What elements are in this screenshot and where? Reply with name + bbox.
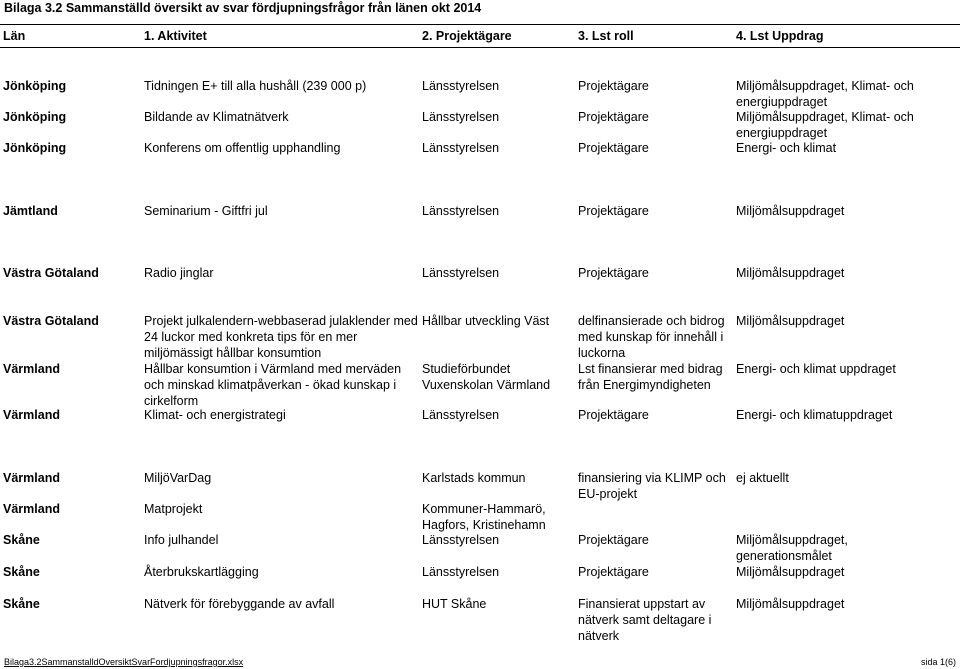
cell-projektagare: Kommuner-Hammarö, Hagfors, Kristinehamn — [422, 502, 546, 532]
footer-filename: Bilaga3.2SammanstalldOversiktSvarFordjupningsfragor.xlsx — [4, 657, 244, 667]
cell-aktivitet: Bildande av Klimatnätverk — [144, 110, 289, 124]
cell-aktivitet: Projekt julkalendern-webbaserad julaklender med 24 luckor med konkreta tips för en mer miljömässigt hållbar konsumtion — [144, 314, 418, 360]
header-projektagare: 2. Projektägare — [422, 29, 512, 43]
cell-aktivitet: Seminarium - Giftfri jul — [144, 204, 268, 218]
cell-lan: Jönköping — [3, 79, 67, 93]
cell-aktivitet: Matprojekt — [144, 502, 203, 516]
cell-lst-roll: Projektägare — [578, 533, 649, 547]
cell-lst-uppdrag: Miljömålsuppdraget, generationsmålet — [736, 533, 848, 563]
cell-lst-roll: Projektägare — [578, 408, 649, 422]
cell-lst-roll: Projektägare — [578, 204, 649, 218]
cell-projektagare: Länsstyrelsen — [422, 204, 500, 218]
cell-aktivitet: Återbrukskartlägging — [144, 565, 259, 579]
cell-projektagare: HUT Skåne — [422, 597, 487, 611]
cell-lan: Värmland — [3, 502, 60, 516]
footer-page-number: sida 1(6) — [920, 657, 956, 667]
cell-lst-roll: Lst finansierar med bidrag från Energimyndigheten — [578, 362, 723, 392]
cell-aktivitet: Radio jinglar — [144, 266, 214, 280]
table-header — [0, 24, 960, 48]
cell-aktivitet: Hållbar konsumtion i Värmland med merväden och minskad klimatpåverkan - ökad kunskap i cirkelform — [144, 362, 402, 408]
cell-lan: Jönköping — [3, 110, 67, 124]
cell-lst-uppdrag: Miljömålsuppdraget — [736, 565, 845, 579]
cell-lst-uppdrag: Energi- och klimat — [736, 141, 837, 155]
cell-lst-roll: Projektägare — [578, 79, 649, 93]
header-lst-uppdrag: 4. Lst Uppdrag — [736, 29, 824, 43]
cell-lst-roll: delfinansierade och bidrog med kunskap för innehåll i luckorna — [578, 314, 725, 360]
header-lst-roll: 3. Lst roll — [578, 29, 634, 43]
cell-lst-uppdrag: Miljömålsuppdraget — [736, 597, 845, 611]
cell-lst-uppdrag: ej aktuellt — [736, 471, 789, 485]
cell-lst-uppdrag: Miljömålsuppdraget, Klimat- och energiuppdraget — [736, 79, 914, 109]
cell-projektagare: Hållbar utveckling Väst — [422, 314, 550, 328]
cell-projektagare: Länsstyrelsen — [422, 533, 500, 547]
cell-lan: Skåne — [3, 533, 40, 547]
cell-aktivitet: MiljöVarDag — [144, 471, 212, 485]
document-title: Bilaga 3.2 Sammanställd översikt av svar fördjupningsfrågor från länen okt 2014 — [4, 1, 482, 15]
cell-aktivitet: Info julhandel — [144, 533, 219, 547]
cell-projektagare: Länsstyrelsen — [422, 408, 500, 422]
header-aktivitet: 1. Aktivitet — [144, 29, 207, 43]
cell-lst-uppdrag: Miljömålsuppdraget — [736, 314, 845, 328]
cell-projektagare: Länsstyrelsen — [422, 141, 500, 155]
cell-aktivitet: Konferens om offentlig upphandling — [144, 141, 341, 155]
cell-lst-roll: finansiering via KLIMP och EU-projekt — [578, 471, 726, 501]
cell-lan: Värmland — [3, 362, 60, 376]
cell-projektagare: Studieförbundet Vuxenskolan Värmland — [422, 362, 551, 392]
cell-lst-roll: Projektägare — [578, 266, 649, 280]
cell-lst-roll: Projektägare — [578, 565, 649, 579]
cell-lan: Värmland — [3, 408, 60, 422]
page-footer — [0, 656, 960, 669]
cell-projektagare: Länsstyrelsen — [422, 565, 500, 579]
header-lan: Län — [3, 29, 26, 43]
cell-projektagare: Karlstads kommun — [422, 471, 526, 485]
cell-lan: Västra Götaland — [3, 314, 99, 328]
cell-lst-uppdrag: Energi- och klimatuppdraget — [736, 408, 893, 422]
cell-lan: Skåne — [3, 565, 40, 579]
cell-aktivitet: Nätverk för förebyggande av avfall — [144, 597, 335, 611]
cell-projektagare: Länsstyrelsen — [422, 266, 500, 280]
cell-lst-roll: Projektägare — [578, 110, 649, 124]
cell-lan: Västra Götaland — [3, 266, 99, 280]
cell-projektagare: Länsstyrelsen — [422, 79, 500, 93]
cell-lan: Jämtland — [3, 204, 58, 218]
cell-lst-roll: Finansierat uppstart av nätverk samt deltagare i nätverk — [578, 597, 712, 643]
cell-lst-uppdrag: Miljömålsuppdraget, Klimat- och energiuppdraget — [736, 110, 914, 140]
cell-lst-uppdrag: Miljömålsuppdraget — [736, 204, 845, 218]
cell-lan: Jönköping — [3, 141, 67, 155]
cell-lan: Värmland — [3, 471, 60, 485]
cell-lst-uppdrag: Miljömålsuppdraget — [736, 266, 845, 280]
cell-lst-roll: Projektägare — [578, 141, 649, 155]
cell-projektagare: Länsstyrelsen — [422, 110, 500, 124]
cell-lst-uppdrag: Energi- och klimat uppdraget — [736, 362, 896, 376]
cell-aktivitet: Klimat- och energistrategi — [144, 408, 286, 422]
cell-lan: Skåne — [3, 597, 40, 611]
cell-aktivitet: Tidningen E+ till alla hushåll (239 000 p) — [144, 79, 367, 93]
